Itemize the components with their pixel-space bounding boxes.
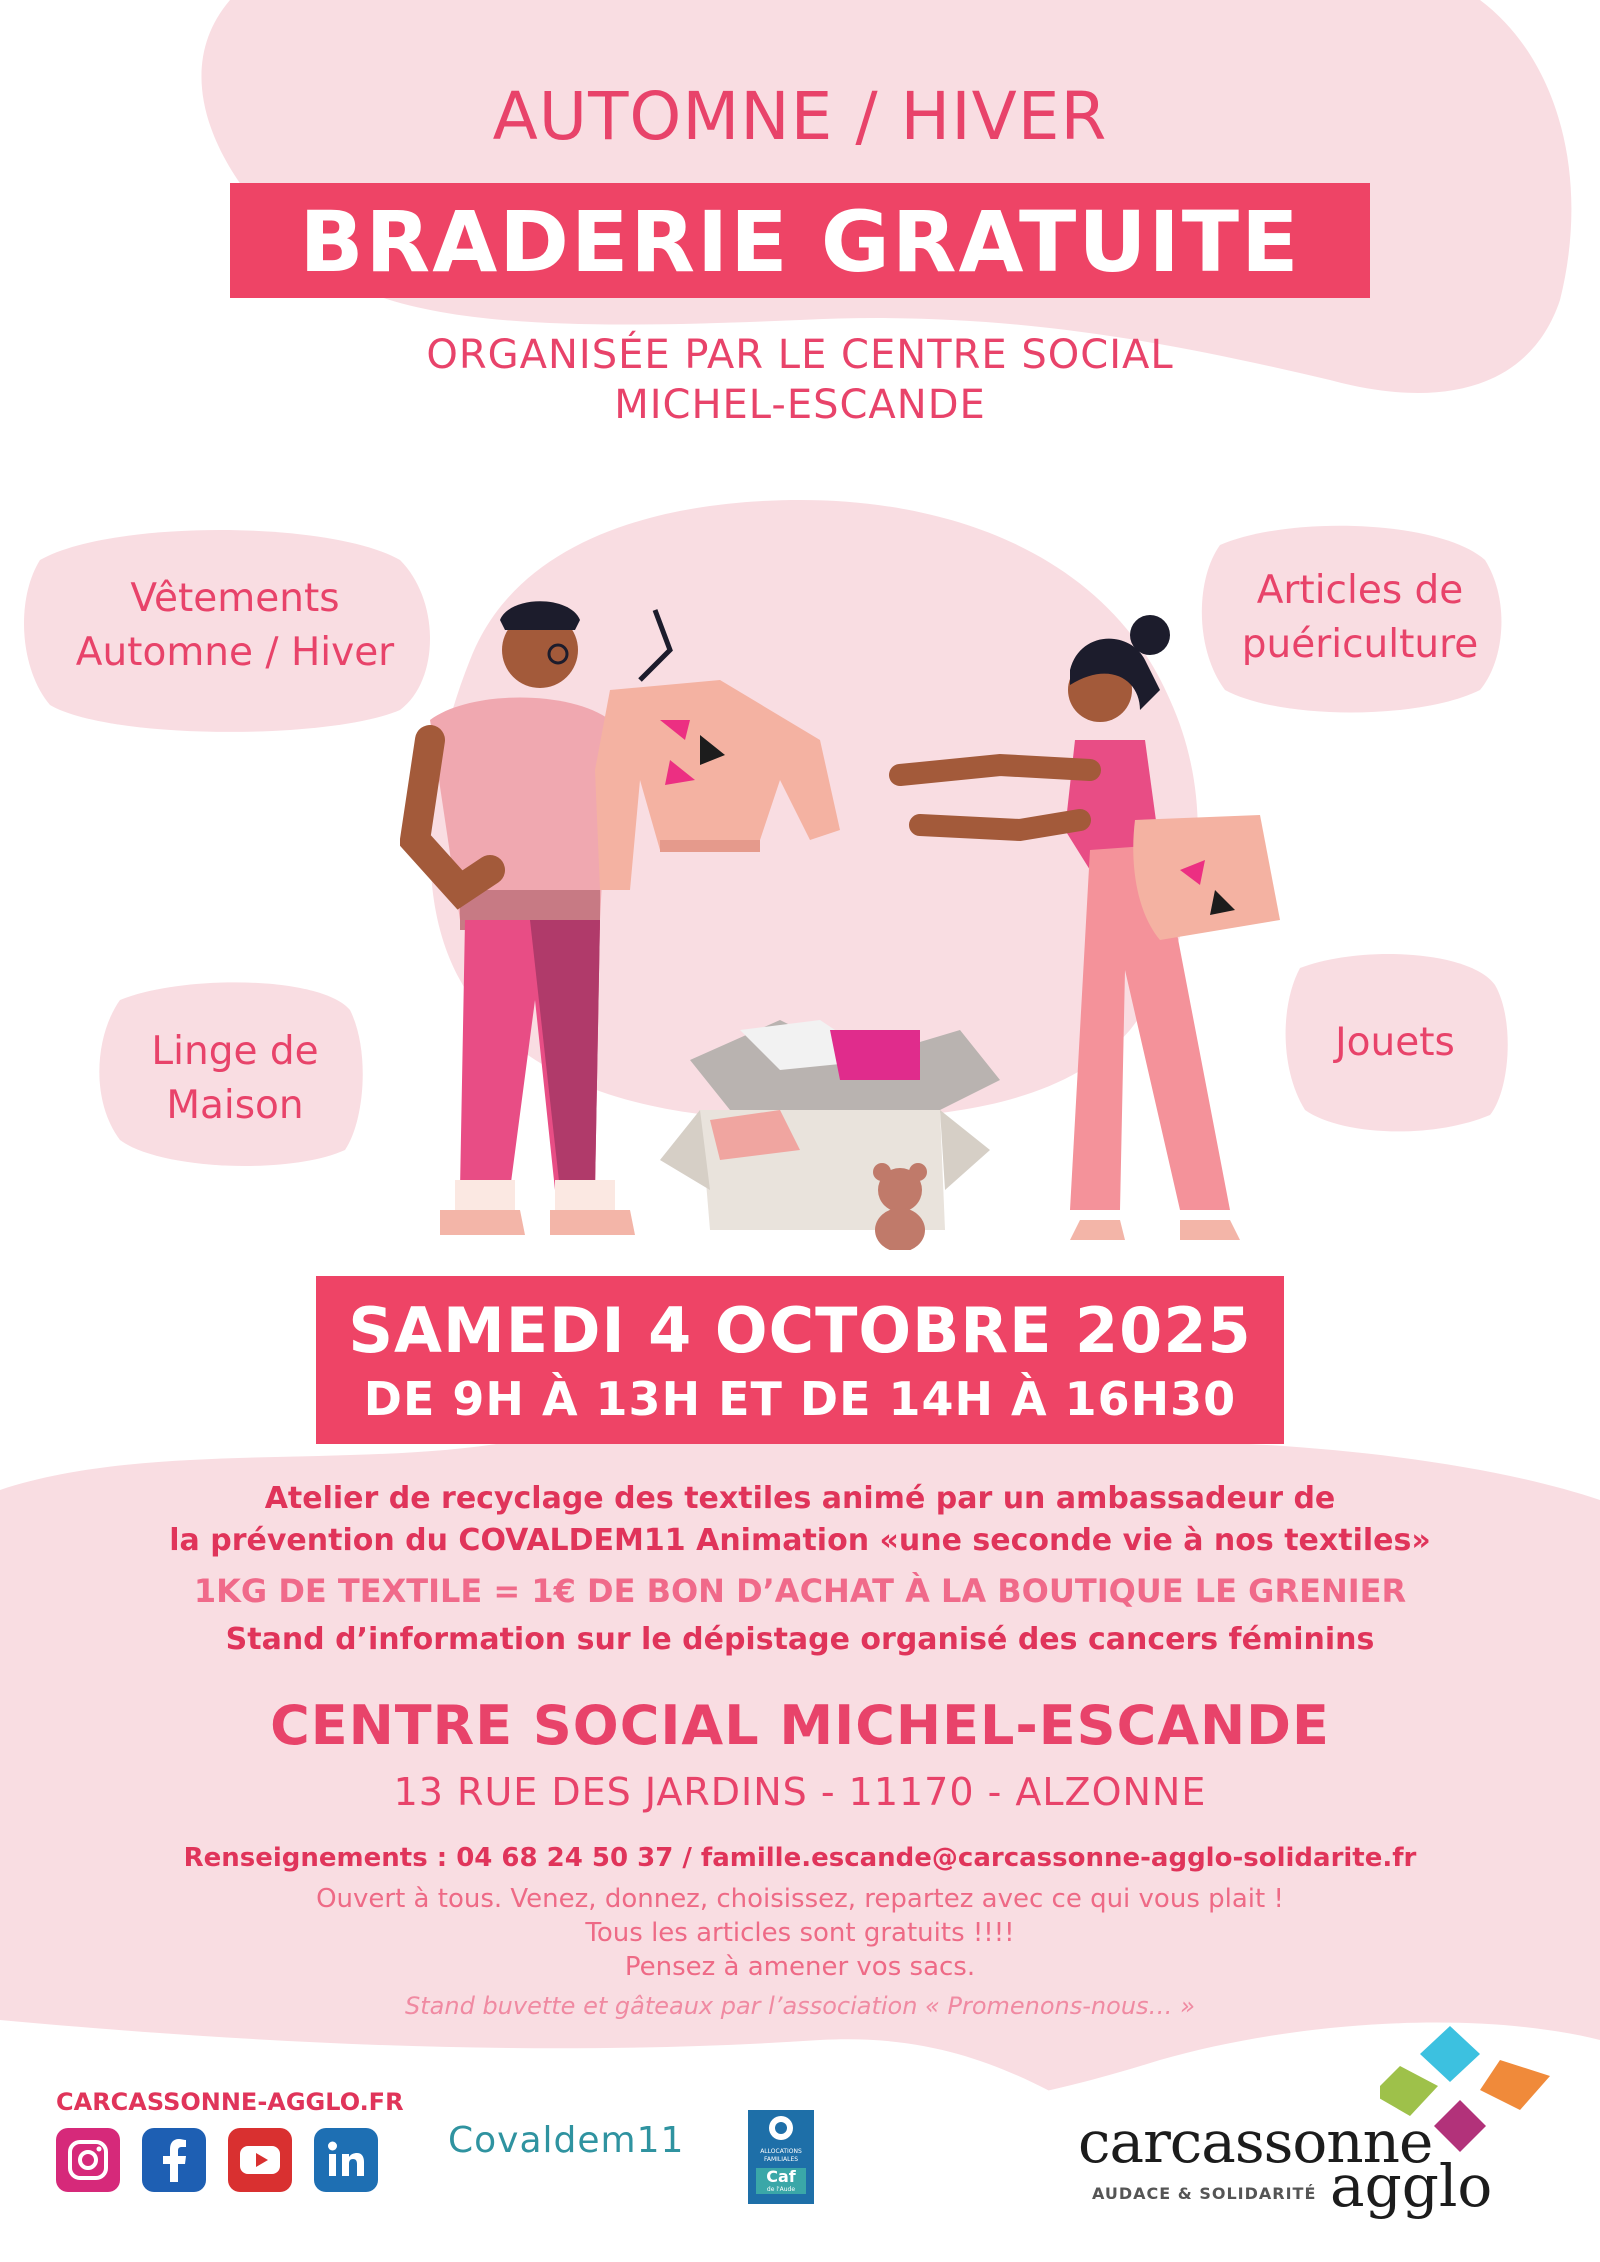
- organizer-text: [0, 330, 1600, 430]
- event-hours: DE 9H À 13H ET DE 14H À 16H30: [363, 1372, 1237, 1426]
- event-date: SAMEDI 4 OCTOBRE 2025: [348, 1294, 1252, 1367]
- category-childcare-line-2: puériculture: [1241, 622, 1479, 667]
- voucher-offer: 1KG DE TEXTILE = 1€ DE BON D’ACHAT À LA BOUTIQUE LE GRENIER: [193, 1572, 1407, 1610]
- event-title: BRADERIE GRATUITE: [299, 193, 1301, 291]
- category-linen-line-1: Linge de: [151, 1029, 319, 1074]
- youtube-icon[interactable]: [228, 2128, 292, 2192]
- caf-line-1: ALLOCATIONS: [760, 2148, 802, 2155]
- agglo-logo-main: carcassonne: [1078, 2108, 1433, 2176]
- caf-logo: [748, 2110, 814, 2204]
- atelier-description: [0, 1478, 1600, 1562]
- venue-name: CENTRE SOCIAL MICHEL-ESCANDE: [270, 1694, 1330, 1757]
- contact-info: Renseignements : 04 68 24 50 37 / famille.escande@carcassonne-agglo-solidarite.fr: [183, 1843, 1417, 1873]
- buvette-text: Stand buvette et gâteaux par l’association « Promenons-nous… »: [405, 1992, 1195, 2020]
- agglo-tagline: AUDACE & SOLIDARITÉ: [1092, 2184, 1317, 2203]
- caf-line-3: Caf: [766, 2167, 796, 2186]
- category-clothes-line-1: Vêtements: [130, 576, 340, 621]
- category-clothes-line-2: Automne / Hiver: [75, 630, 395, 675]
- category-clothes: [40, 572, 430, 680]
- open-to-all-text: Ouvert à tous. Venez, donnez, choisissez, repartez avec ce qui vous plait !: [316, 1884, 1284, 1914]
- category-linen: [100, 1025, 370, 1133]
- caf-emblem-icon: [748, 2110, 814, 2144]
- date-banner: [316, 1276, 1284, 1444]
- agglo-logo-sub: agglo: [1330, 2152, 1493, 2220]
- instagram-icon[interactable]: [56, 2128, 120, 2192]
- category-toys: Jouets: [1335, 1020, 1455, 1065]
- man-figure: [415, 601, 635, 1235]
- bring-bags-text: Pensez à amener vos sacs.: [624, 1952, 976, 1982]
- title-banner: [230, 183, 1370, 298]
- category-childcare-line-1: Articles de: [1256, 568, 1464, 613]
- organizer-line-2: MICHEL-ESCANDE: [614, 382, 986, 428]
- covaldem-logo: Covaldem11: [448, 2120, 685, 2161]
- screening-stand: Stand d’information sur le dépistage organisé des cancers féminins: [225, 1622, 1375, 1657]
- category-linen-line-2: Maison: [166, 1083, 304, 1128]
- braderie-illustration: [400, 590, 1280, 1250]
- caf-line-4: de l'Aude: [766, 2186, 796, 2193]
- organizer-line-1: ORGANISÉE PAR LE CENTRE SOCIAL: [426, 332, 1174, 378]
- caf-line-2: FAMILIALES: [763, 2156, 799, 2163]
- sweater: [595, 610, 840, 890]
- linkedin-icon[interactable]: [314, 2128, 378, 2192]
- website-link[interactable]: CARCASSONNE-AGGLO.FR: [56, 2088, 404, 2116]
- season-heading: AUTOMNE / HIVER: [492, 78, 1108, 155]
- atelier-line-2: la prévention du COVALDEM11 Animation «une seconde vie à nos textiles»: [169, 1523, 1431, 1558]
- free-items-text: Tous les articles sont gratuits !!!!: [585, 1918, 1015, 1948]
- facebook-icon[interactable]: [142, 2128, 206, 2192]
- venue-address: 13 RUE DES JARDINS - 11170 - ALZONNE: [393, 1770, 1207, 1814]
- atelier-line-1: Atelier de recyclage des textiles animé par un ambassadeur de: [264, 1481, 1336, 1516]
- donation-box: [660, 1020, 1000, 1230]
